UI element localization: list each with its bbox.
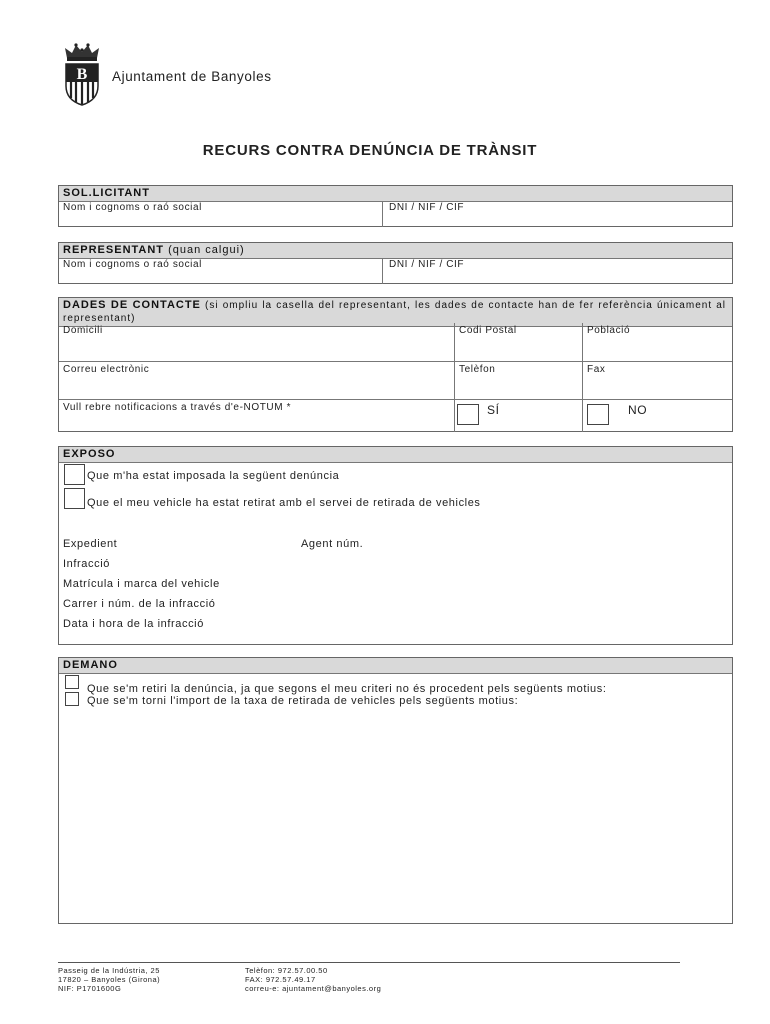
domicili-label: Domicili bbox=[63, 325, 103, 336]
enotum-yes-checkbox[interactable] bbox=[457, 404, 479, 425]
nif-line: NIF: P1701600G bbox=[58, 984, 122, 993]
svg-text:B: B bbox=[76, 66, 88, 83]
footer-divider bbox=[58, 962, 680, 963]
reasons-text-area[interactable] bbox=[59, 710, 732, 922]
withdraw-penalty-checkbox[interactable] bbox=[65, 675, 79, 689]
footer-address bbox=[58, 966, 160, 993]
refund-towing-fee-checkbox[interactable] bbox=[65, 692, 79, 706]
penalty-imposed-label: Que m'ha estat imposada la següent denúncia bbox=[87, 470, 340, 482]
name-field-label: Nom i cognoms o raó social bbox=[63, 202, 202, 213]
date-time-label: Data i hora de la infracció bbox=[63, 618, 204, 630]
enotum-no-checkbox[interactable] bbox=[587, 404, 609, 425]
email-label: Correu electrònic bbox=[63, 364, 150, 375]
street-label: Carrer i núm. de la infracció bbox=[63, 598, 216, 610]
name-field[interactable] bbox=[59, 258, 381, 284]
vehicle-towed-checkbox[interactable] bbox=[64, 488, 85, 509]
town-label: Població bbox=[587, 325, 631, 336]
document-title: RECURS CONTRA DENÚNCIA DE TRÀNSIT bbox=[202, 142, 538, 159]
section-heading: DADES DE CONTACTE (si ompliu la casella del representant, les dades de contacte han de fer referència únicament al representant) bbox=[59, 298, 732, 327]
postal-code-label: Codi Postal bbox=[459, 325, 517, 336]
section-heading: REPRESENTANT (quan calgui) bbox=[59, 243, 732, 259]
expedient-label: Expedient bbox=[63, 538, 118, 550]
email-line: correu-e: ajuntament@banyoles.org bbox=[245, 984, 382, 993]
section-contact-details bbox=[58, 297, 733, 432]
footer-contact bbox=[245, 966, 381, 993]
section-exposo bbox=[58, 446, 733, 645]
fax-label: Fax bbox=[587, 364, 606, 375]
section-demano bbox=[58, 657, 733, 924]
yes-label: SÍ bbox=[487, 403, 500, 417]
phone-label: Telèfon bbox=[459, 364, 496, 375]
address-line-1: Passeig de la Indústria, 25 bbox=[58, 966, 160, 975]
fax-line: FAX: 972.57.49.17 bbox=[245, 975, 316, 984]
vehicle-plate-label: Matrícula i marca del vehicle bbox=[63, 578, 220, 590]
no-label: NO bbox=[628, 403, 648, 417]
banyoles-coat-of-arms-logo bbox=[62, 42, 102, 106]
refund-towing-fee-label: Que se'm torni l'import de la taxa de retirada de vehicles pels següents motius: bbox=[87, 695, 519, 707]
address-line-2: 17820 – Banyoles (Girona) bbox=[58, 975, 161, 984]
agent-number-label: Agent núm. bbox=[301, 538, 364, 550]
id-field[interactable] bbox=[383, 258, 733, 284]
phone-line: Telèfon: 972.57.00.50 bbox=[245, 966, 328, 975]
section-solicitant bbox=[58, 185, 733, 227]
penalty-imposed-checkbox[interactable] bbox=[64, 464, 85, 485]
infraction-label: Infracció bbox=[63, 558, 110, 570]
enotum-label: Vull rebre notificacions a través d'e-NOTUM * bbox=[63, 402, 292, 413]
name-field-label: Nom i cognoms o raó social bbox=[63, 259, 202, 270]
vehicle-towed-label: Que el meu vehicle ha estat retirat amb el servei de retirada de vehicles bbox=[87, 497, 481, 509]
id-field-label: DNI / NIF / CIF bbox=[389, 202, 465, 213]
section-representant bbox=[58, 242, 733, 284]
withdraw-penalty-label: Que se'm retiri la denúncia, ja que segons el meu criteri no és procedent pels següents motius: bbox=[87, 683, 607, 695]
section-heading: DEMANO bbox=[59, 658, 732, 674]
section-heading: SOL.LICITANT bbox=[59, 186, 732, 202]
id-field-label: DNI / NIF / CIF bbox=[389, 259, 465, 270]
organization-name: Ajuntament de Banyoles bbox=[112, 69, 272, 84]
section-heading: EXPOSO bbox=[59, 447, 732, 463]
name-field[interactable] bbox=[59, 201, 381, 227]
id-field[interactable] bbox=[383, 201, 733, 227]
